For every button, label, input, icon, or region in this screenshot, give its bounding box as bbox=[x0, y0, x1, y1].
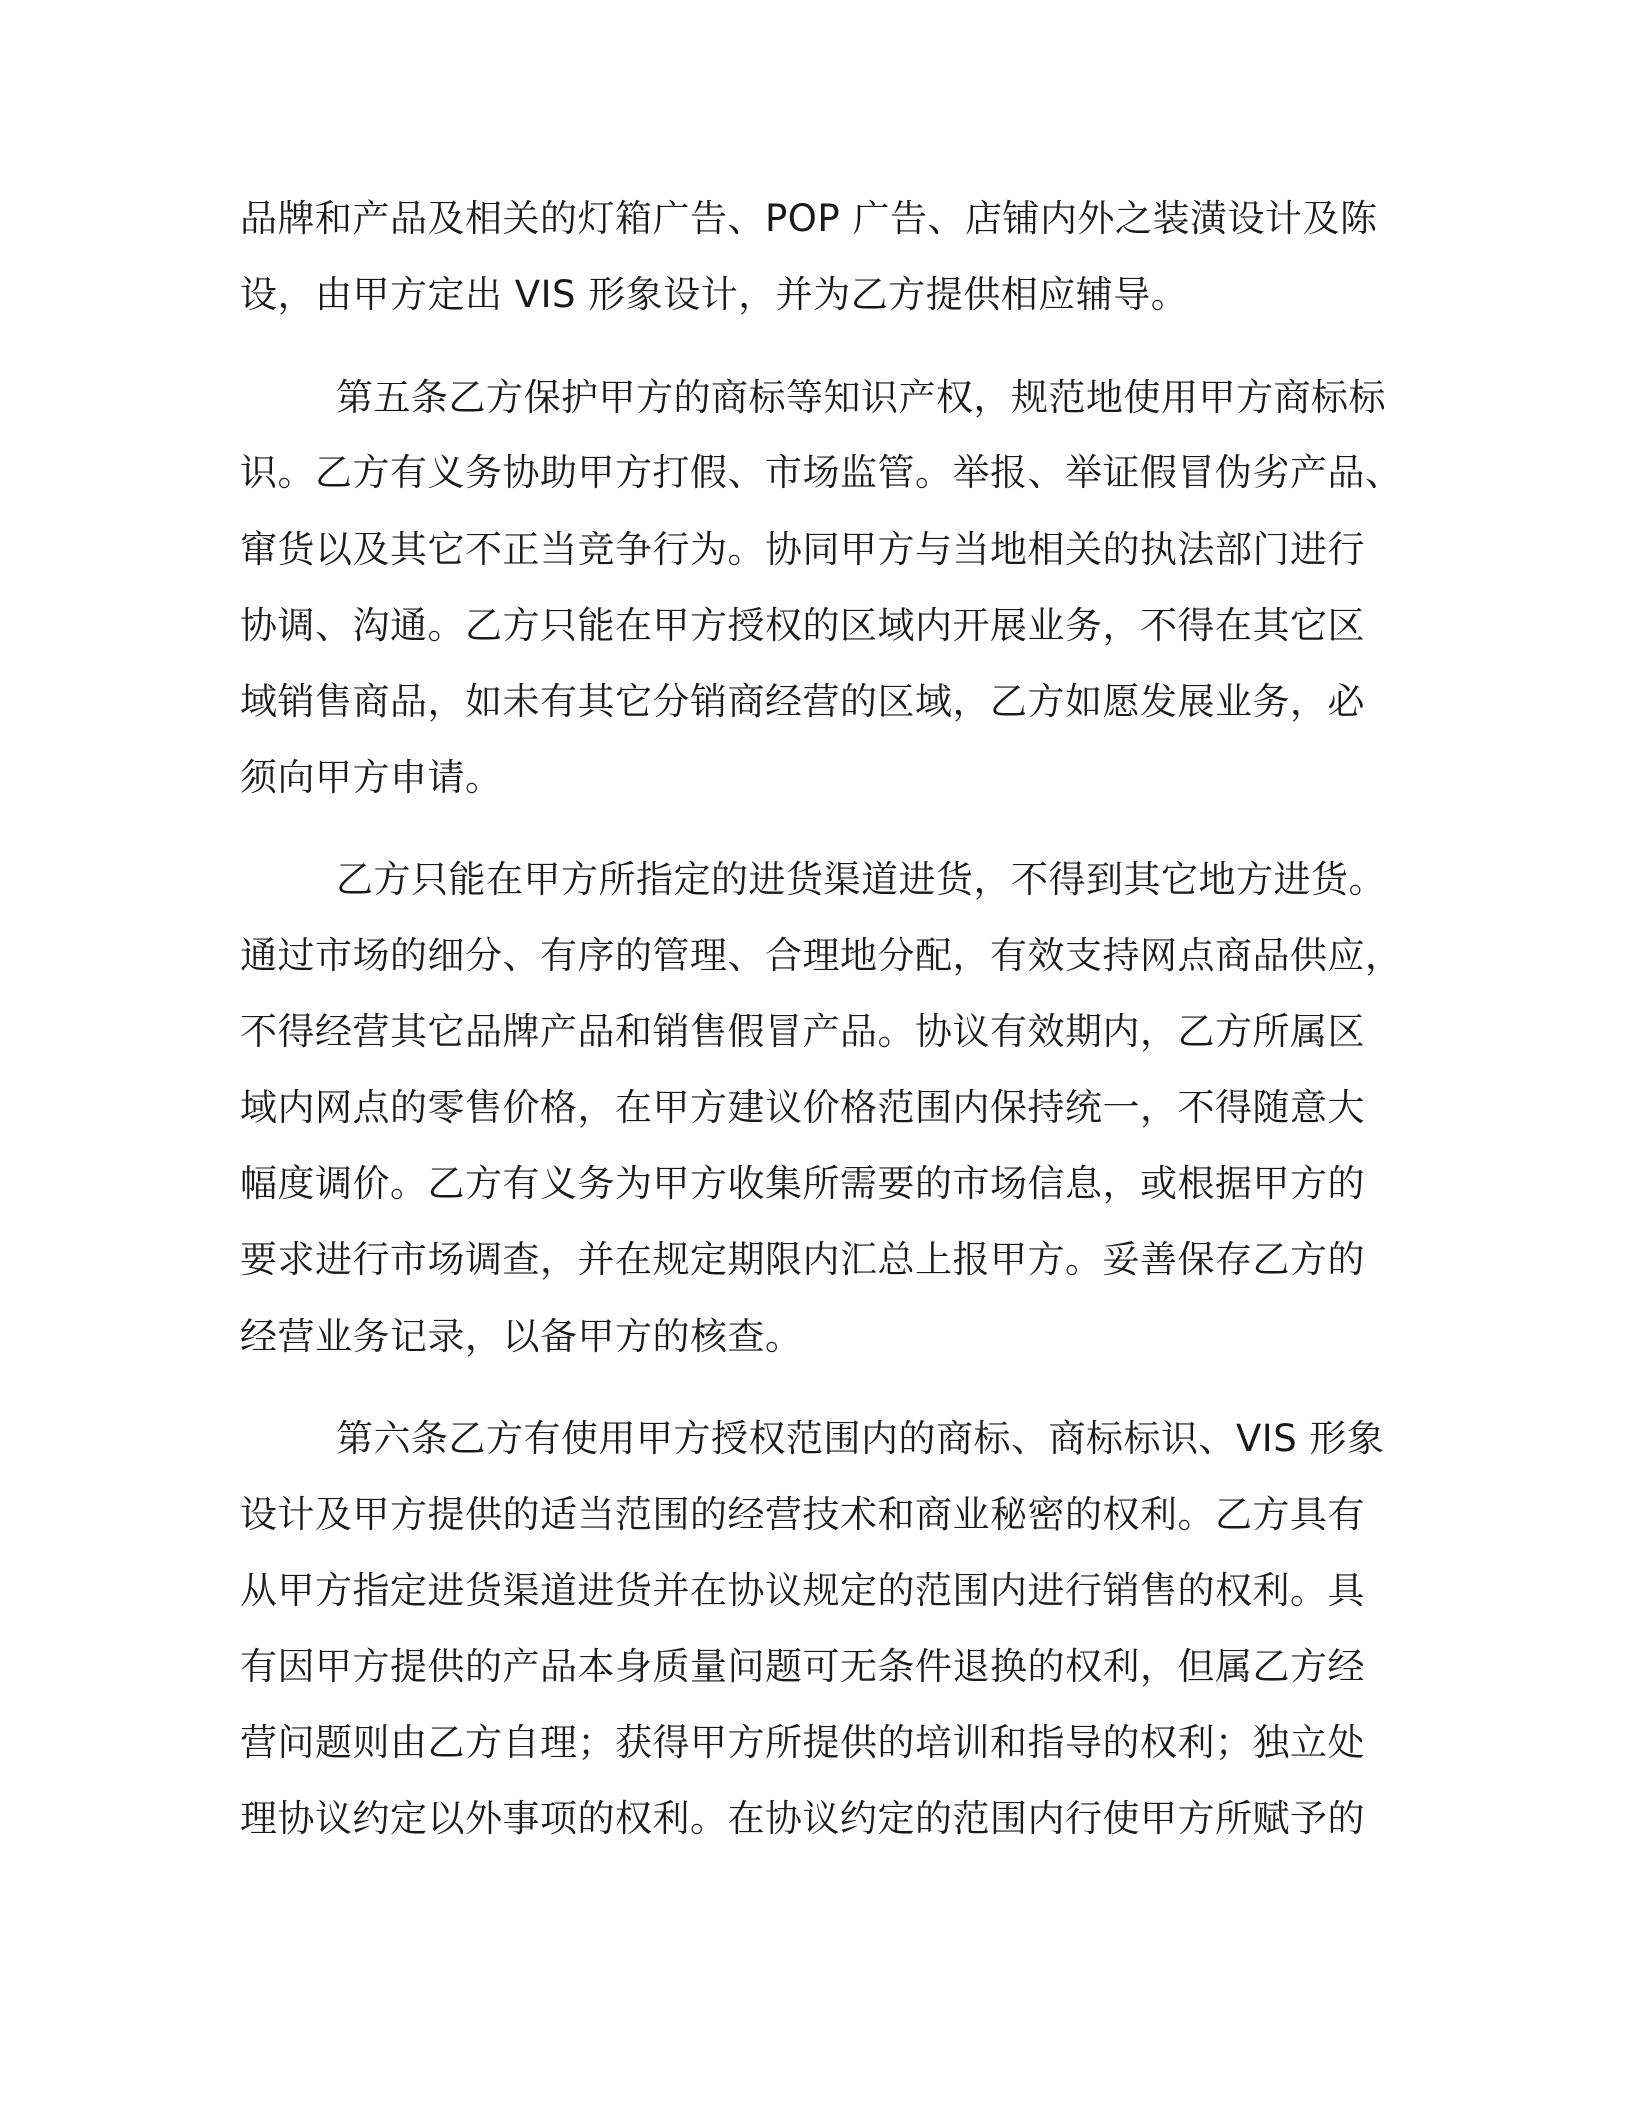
text-line: 营问题则由乙方自理；获得甲方所提供的培训和指导的权利；独立处 bbox=[240, 1721, 1365, 1764]
text-line: 有因甲方提供的产品本身质量问题可无条件退换的权利，但属乙方经 bbox=[240, 1645, 1365, 1688]
text-line: 通过市场的细分、有序的管理、合理地分配，有效支持网点商品供应， bbox=[240, 934, 1403, 977]
text-line: 第五条乙方保护甲方的商标等知识产权，规范地使用甲方商标标 bbox=[336, 376, 1386, 419]
text-line: 识。乙方有义务协助甲方打假、市场监管。举报、举证假冒伪劣产品、 bbox=[240, 451, 1403, 494]
text-line: 域内网点的零售价格，在甲方建议价格范围内保持统一，不得随意大 bbox=[240, 1086, 1365, 1129]
text-line: 理协议约定以外事项的权利。在协议约定的范围内行使甲方所赋予的 bbox=[240, 1797, 1365, 1840]
text-line: 不得经营其它品牌产品和销售假冒产品。协议有效期内，乙方所属区 bbox=[240, 1010, 1365, 1053]
text-line: 设计及甲方提供的适当范围的经营技术和商业秘密的权利。乙方具有 bbox=[240, 1493, 1365, 1536]
text-line: 窜货以及其它不正当竞争行为。协同甲方与当地相关的执法部门进行 bbox=[240, 528, 1365, 571]
text-line: 从甲方指定进货渠道进货并在协议规定的范围内进行销售的权利。具 bbox=[240, 1569, 1365, 1612]
text-line: 第六条乙方有使用甲方授权范围内的商标、商标标识、VIS 形象 bbox=[336, 1417, 1385, 1460]
text-line: 须向甲方申请。 bbox=[240, 756, 503, 799]
text-line: 乙方只能在甲方所指定的进货渠道进货，不得到其它地方进货。 bbox=[336, 858, 1386, 901]
text-line: 幅度调价。乙方有义务为甲方收集所需要的市场信息，或根据甲方的 bbox=[240, 1162, 1365, 1205]
text-line: 设，由甲方定出 VIS 形象设计，并为乙方提供相应辅导。 bbox=[240, 273, 1189, 316]
text-line: 品牌和产品及相关的灯箱广告、POP 广告、店铺内外之装潢设计及陈 bbox=[240, 197, 1378, 240]
text-line: 域销售商品，如未有其它分销商经营的区域，乙方如愿发展业务，必 bbox=[240, 680, 1365, 723]
text-line: 经营业务记录，以备甲方的核查。 bbox=[240, 1315, 803, 1358]
text-line: 要求进行市场调查，并在规定期限内汇总上报甲方。妥善保存乙方的 bbox=[240, 1238, 1365, 1281]
text-line: 协调、沟通。乙方只能在甲方授权的区域内开展业务，不得在其它区 bbox=[240, 604, 1365, 647]
